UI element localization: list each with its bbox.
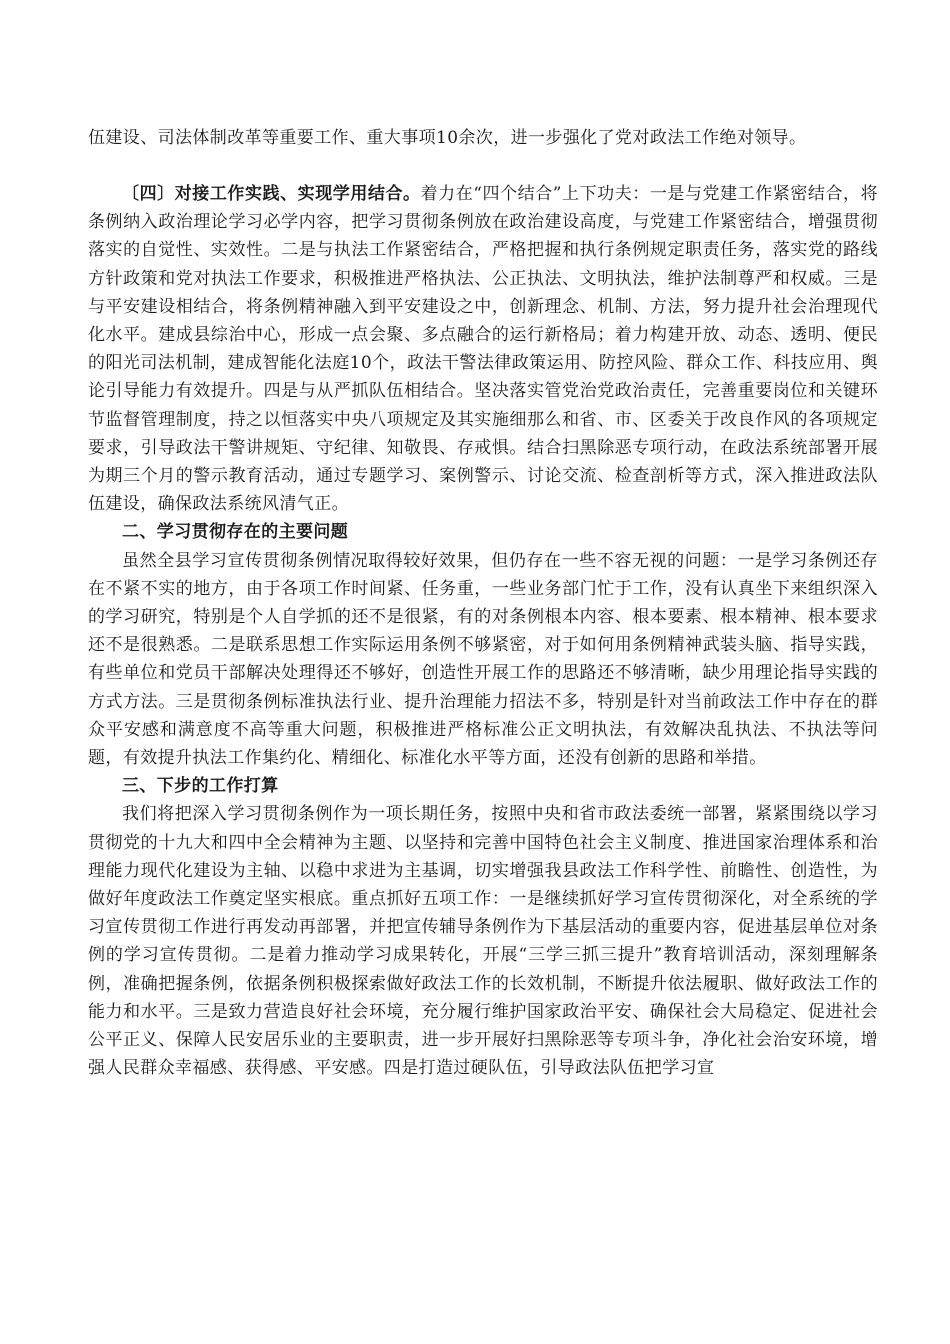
heading-main-problems: 二、学习贯彻存在的主要问题 bbox=[122, 522, 349, 543]
paragraph-section-four bbox=[88, 180, 878, 518]
section-body bbox=[88, 180, 878, 1083]
paragraph-continuation: 伍建设、司法体制改革等重要工作、重大事项10余次，进一步强化了党对政法工作绝对领导。 bbox=[88, 128, 807, 148]
section-four-heading: 〔四〕对接工作实践、实现学用结合。 bbox=[122, 184, 421, 204]
paragraph-next-steps: 我们将把深入学习贯彻条例作为一项长期任务，按照中央和省市政法委统一部署，紧紧围绕以学习贯彻党的十九大和四中全会精神为主题、以坚持和完善中国特色社会主义制度、推进国家治理体系和治理能力现代化建设为主轴、以稳中求进为主基调，切实增强我县政法工作科学性、前瞻性、创造性，为做好年度政法工作奠定坚实根底。重点抓好五项工作：一是继续抓好学习宣传贯彻深化，对全系统的学习宣传贯彻工作进行再发动再部署，并把宣传辅导条例作为下基层活动的重要内容，促进基层单位对条例的学习宣传贯彻。二是着力推动学习成果转化，开展“三学三抓三提升”教育培训活动，深刻理解条例，准确把握条例，依据条例积极探索做好政法工作的长效机制，不断提升依法履职、做好政法工作的能力和水平。三是致力营造良好社会环境，充分履行维护国家政治平安、确保社会大局稳定、促进社会公平正义、保障人民安居乐业的主要职责，进一步开展好扫黑除恶等专项斗争，净化社会治安环境，增强人民群众幸福感、获得感、平安感。四是打造过硬队伍，引导政法队伍把学习宣 bbox=[88, 804, 878, 1079]
paragraph-problems: 虽然全县学习宣传贯彻条例情况取得较好效果，但仍存在一些不容无视的问题：一是学习条例还存在不紧不实的地方，由于各项工作时间紧、任务重，一些业务部门忙于工作，没有认真坐下来组织深入的学习研究，特别是个人自学抓的还不是很紧，有的对条例根本内容、根本要素、根本精神、根本要求还不是很熟悉。二是联系思想工作实际运用条例不够紧密，对于如何用条例精神武装头脑、指导实践，有些单位和党员干部解决处理得还不够好，创造性开展工作的思路还不够清晰，缺少用理论指导实践的方式方法。三是贯彻条例标准执法行业、提升治理能力招法不多，特别是针对当前政法工作中存在的群众平安感和满意度不高等重大问题，积极推进严格标准公正文明执法，有效解决乱执法、不执法等问题，有效提升执法工作集约化、精细化、标准化水平等方面，还没有创新的思路和举措。 bbox=[88, 550, 878, 769]
section-four-text: 着力在“四个结合”上下功夫：一是与党建工作紧密结合，将条例纳入政治理论学习必学内容，把学习贯彻条例放在政治建设高度，与党建工作紧密结合，增强贯彻落实的自觉性、实效性。二是与执法工作紧密结合，严格把握和执行条例规定职责任务，落实党的路线方针政策和党对执法工作要求，积极推进严格执法、公正执法、文明执法，维护法制尊严和权威。三是与平安建设相结合，将条例精神融入到平安建设之中，创新理念、机制、方法，努力提升社会治理现代化水平。建成县综治中心，形成一点会聚、多点融合的运行新格局；着力构建开放、动态、透明、便民的阳光司法机制，建成智能化法庭10个，政法干警法律政策运用、防控风险、群众工作、科技应用、舆论引导能力有效提升。四是与从严抓队伍相结合。坚决落实管党治党政治责任，完善重要岗位和关键环节监督管理制度，持之以恒落实中央八项规定及其实施细那么和省、市、区委关于改良作风的各项规定要求，引导政法干警讲规矩、守纪律、知敬畏、存戒惧。结合扫黑除恶专项行动，在政法系统部署开展为期三个月的警示教育活动，通过专题学习、案例警示、讨论交流、检查剖析等方式，深入推进政法队伍建设，确保政法系统风清气正。 bbox=[88, 184, 878, 515]
heading-next-steps: 三、下步的工作打算 bbox=[122, 776, 279, 797]
